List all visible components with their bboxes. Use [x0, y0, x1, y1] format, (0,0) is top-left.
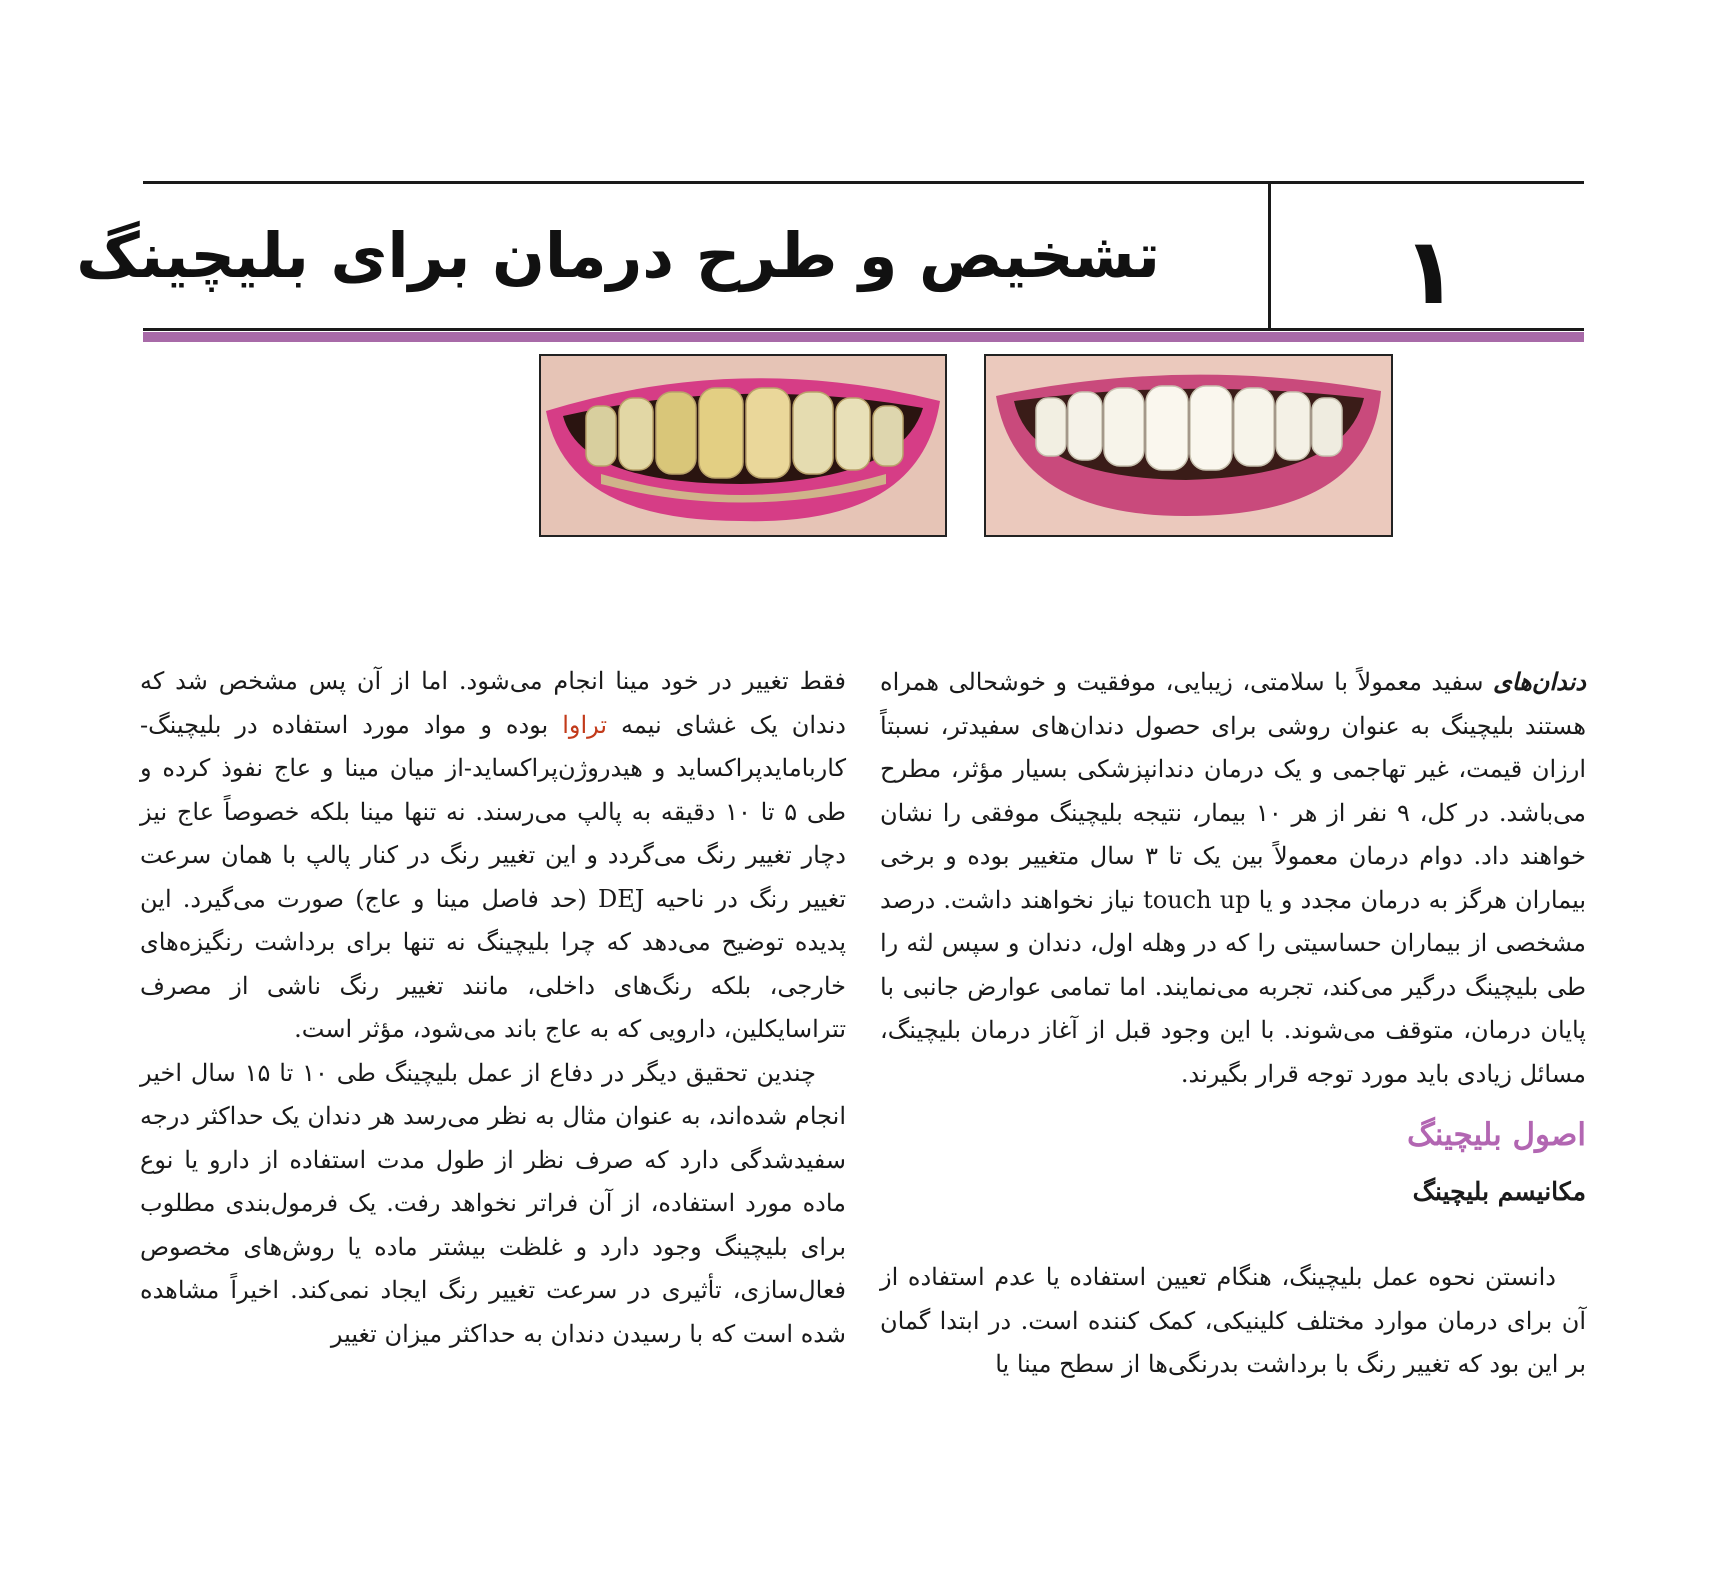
- continuation-text-b: بوده و مواد مورد استفاده در بلیچینگ- کاربامایدپراکساید و هیدروژن‌پراکساید-از میان مینا و عاج نفوذ کرده و طی ۵ تا ۱۰ دقیقه به پالپ می‌رسند. نه تنها مینا بلکه خصوصاً عاج نیز دچار تغییر رنگ می‌گردد و این تغییر رنگ در کنار پالپ با همان سرعت تغییر رنگ در ناحیه DEJ (حد فاصل مینا و عاج) صورت می‌گیرد. این پدیده توضیح می‌دهد که چرا بلیچینگ نه تنها برای برداشت رنگیزه‌های خارجی، بلکه رنگ‌های داخلی، مانند تغییر رنگ ناشی از مصرف تتراسایکلین، دارویی که به عاج باند می‌شود، مؤثر است.: [140, 710, 847, 1043]
- continuation-text-a: فقط تغییر در خود مینا انجام می‌شود. اما از آن پس مشخص شد که دندان یک غشای نیمه: [140, 667, 846, 739]
- chapter-number: ۱: [1401, 218, 1459, 325]
- section-heading: اصول بلیچینگ: [1407, 1117, 1586, 1153]
- mechanism-paragraph: دانستن نحوه عمل بلیچینگ، هنگام تعیین استفاده یا عدم استفاده از آن برای درمان موارد مختلف کلینیکی، کمک کننده است. در ابتدا گمان بر این بود که تغییر رنگ با برداشت بدرنگی‌ها از سطح مینا یا: [880, 1263, 1586, 1378]
- subsection-heading: مکانیسم بلیچینگ: [1412, 1177, 1586, 1206]
- smile-before-bleaching-photo: [539, 354, 947, 537]
- smile-after-bleaching-photo: [984, 354, 1393, 537]
- intro-paragraph: [880, 660, 1586, 1096]
- header-accent-rule: [143, 332, 1584, 342]
- header-bottom-rule: [143, 328, 1584, 331]
- right-text-column: [880, 660, 1586, 1460]
- research-paragraph: چندین تحقیق دیگر در دفاع از عمل بلیچینگ طی ۱۰ تا ۱۵ سال اخیر انجام شده‌اند، به عنوان مثال به نظر می‌رسد هر دندان یک حداکثر درجه سفیدشدگی دارد که صرف نظر از طول مدت استفاده از دارو یا نوع ماده مورد استفاده، از آن فراتر نخواهد رفت. یک فرمول‌بندی مطلوب برای بلیچینگ وجود دارد و غلظت بیشتر ماده یا روش‌های مخصوص فعال‌سازی، تأثیری در سرعت تغییر رنگ ایجاد نمی‌کند. اخیراً مشاهده شده است که با رسیدن دندان به حداکثر میزان تغییر: [140, 1058, 846, 1348]
- header-divider: [1268, 184, 1271, 329]
- left-text-column: [140, 660, 846, 1460]
- header-top-rule: [143, 181, 1584, 184]
- chapter-title: تشخیص و طرح درمان برای بلیچینگ: [76, 219, 1160, 292]
- highlighted-term: تراوا: [562, 710, 608, 739]
- intro-text: سفید معمولاً با سلامتی، زیبایی، موفقیت و خوشحالی همراه هستند بلیچینگ به عنوان روشی برای حصول دندان‌های سفیدتر، نسبتاً ارزان قیمت، غیر تهاجمی و یک درمان دندانپزشکی بسیار مؤثر، مطرح می‌باشد. در کل، ۹ نفر از هر ۱۰ بیمار، نتیجه بلیچینگ موفقی را نشان خواهند داد. دوام درمان معمولاً بین یک تا ۳ سال متغییر بوده و برخی بیماران هرگز به درمان مجدد و یا touch up نیاز نخواهند داشت. درصد مشخصی از بیماران حساسیتی را که در وهله اول، دندان و سپس لثه را طی بلیچینگ درگیر می‌کند، تجربه می‌نمایند. اما تمامی عوارض جانبی با پایان درمان، متوقف می‌شوند. با این وجود قبل از آغاز درمان بلیچینگ، مسائل زیادی باید مورد توجه قرار بگیرند.: [880, 668, 1587, 1088]
- continuation-paragraph: [140, 660, 846, 1052]
- intro-lead-word: دندان‌های: [1492, 667, 1586, 696]
